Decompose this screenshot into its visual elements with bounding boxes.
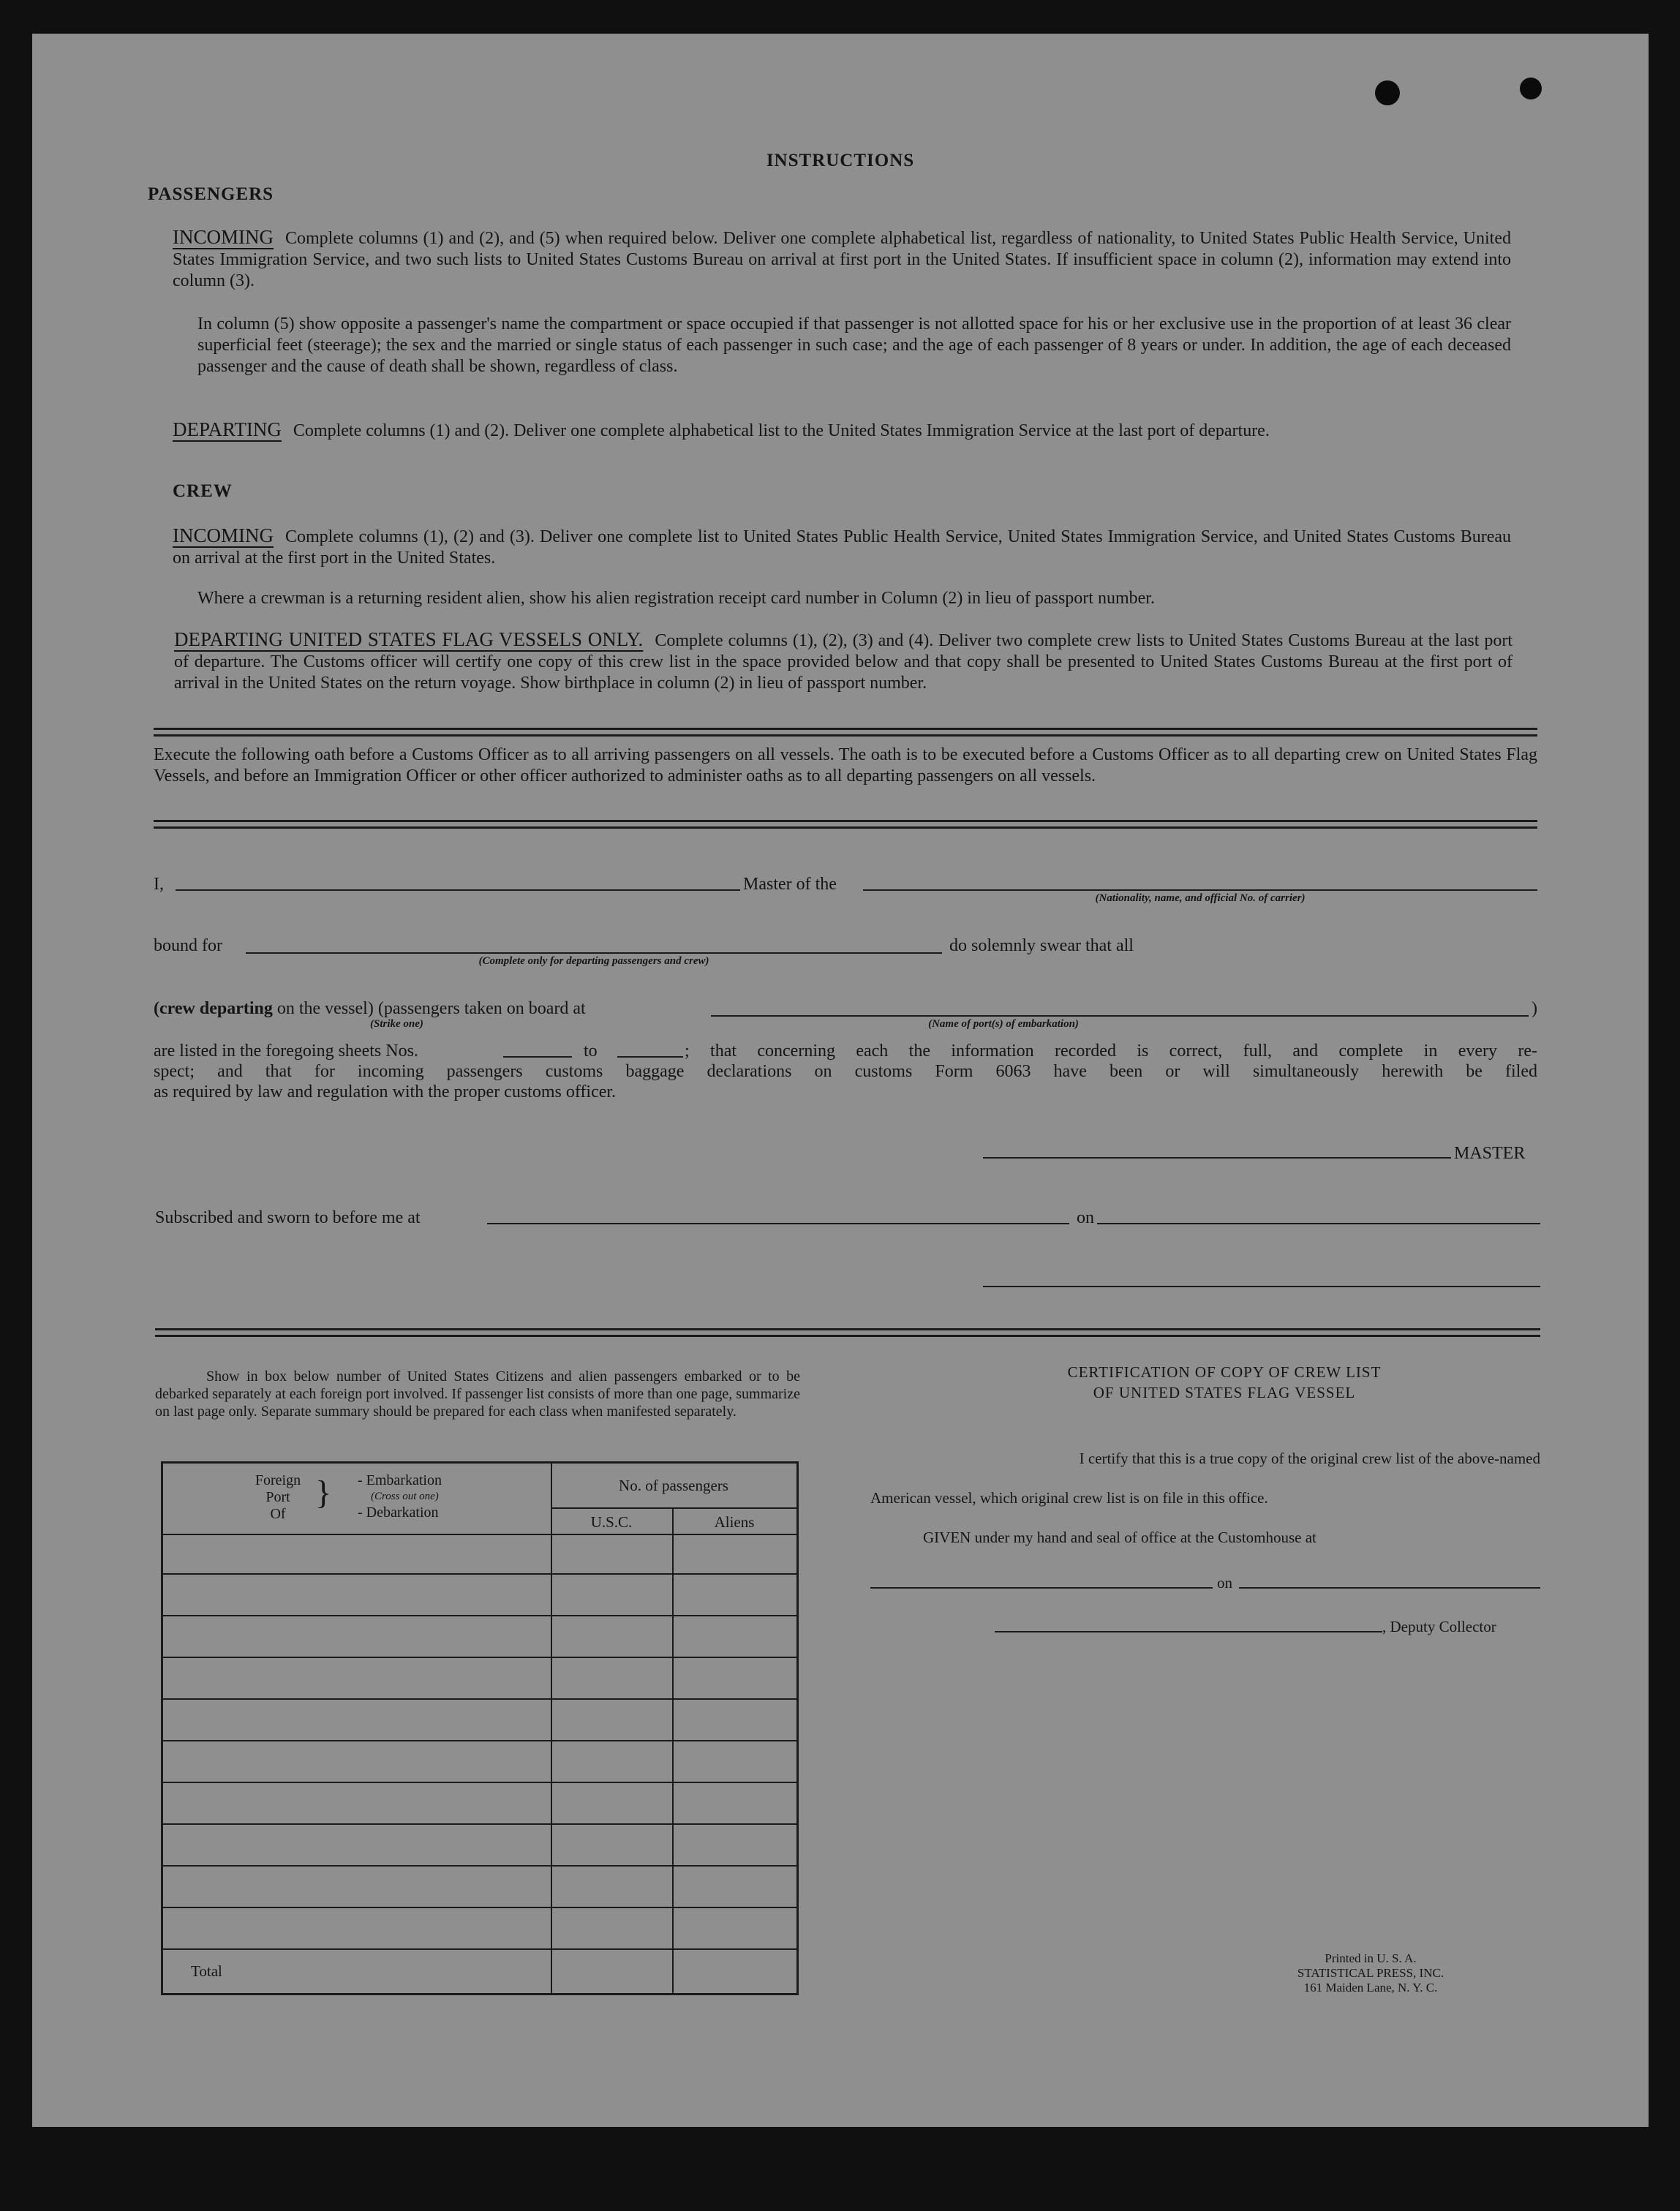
crew-departing-paragraph [174,629,1513,694]
passengers-column5-paragraph: In column (5) show opposite a passenger's name the compartment or space occupied if that passenger is not allotted space for his or her exclusive use in the proportion of at least 36 clear superficial feet (steerage); the sex and the married or single status of each passenger in such case; and the age of each passenger of 8 years or under. In addition, the age of each deceased passenger and the cause of death shall be shown, regardless of class. [197,314,1511,376]
crew-heading: CREW [173,481,233,501]
section-divider [155,1328,1540,1337]
master-label: MASTER [1454,1144,1526,1163]
bound-for-label: bound for [154,936,222,955]
oath-i-label: I, [154,875,164,894]
swear-label: do solemnly swear that all [949,936,1134,955]
master-name-field[interactable] [176,889,740,891]
subscribed-label: Subscribed and sworn to before me at [155,1208,421,1227]
total-label: Total [191,1962,222,1980]
certify-line-2: American vessel, which original crew list is on file in this office. [870,1489,1268,1507]
listed-text-3: as required by law and regulation with the proper customs officer. [154,1082,617,1101]
passengers-departing-label: DEPARTING [173,418,282,440]
crew-incoming-text: Complete columns (1), (2) and (3). Deliver one complete list to United States Public Health Service, United States Immigration Service, and United States Customs Bureau on arrival at the first port in the United States. [173,527,1511,568]
passengers-departing-paragraph [173,419,1511,442]
master-signature-field[interactable] [983,1157,1451,1159]
header-brace: } [315,1474,332,1511]
carrier-field[interactable] [863,889,1537,891]
sheets-to-label: to [584,1042,598,1061]
passengers-incoming-label: INCOMING [173,226,274,248]
officer-signature-field[interactable] [983,1286,1540,1287]
certification-heading-2: OF UNITED STATES FLAG VESSEL [1093,1384,1356,1401]
usc-header: U.S.C. [590,1513,633,1531]
certify-line-1: I certify that this is a true copy of the original crew list of the above-named [1079,1450,1540,1467]
debarkation-label: - Debarkation [358,1504,439,1521]
passenger-summary-table [161,1461,799,1995]
printer-imprint [1268,1951,1473,1995]
carrier-caption: (Nationality, name, and official No. of carrier) [1095,892,1306,904]
crew-departing-text: Complete columns (1), (2), (3) and (4). Deliver two complete crew lists to United States Customs Bureau at the last port of departure. The Customs officer will certify one copy of this crew list in the space provided below and that copy shall be presented to United States Customs Bureau at the first port of arrival in the United States on the return voyage. Show birthplace in column (2) in lieu of passport number. [174,631,1513,693]
master-of-the-label: Master of the [743,875,837,894]
sheets-label: are listed in the foregoing sheets Nos. [154,1042,418,1061]
certification-heading [903,1362,1546,1403]
form-page [32,34,1649,2127]
crew-resident-paragraph: Where a crewman is a returning resident alien, show his alien registration receipt card number in Column (2) in lieu of passport number. [197,589,1155,608]
section-divider [154,820,1537,829]
certify-on-label: on [1217,1574,1232,1592]
crew-departing-label: DEPARTING UNITED STATES FLAG VESSELS ONLY. [174,628,644,650]
cross-out-label: (Cross out one) [371,1491,439,1502]
on-the-vessel-label: on the vessel) [276,999,374,1018]
punch-hole-left [1375,80,1400,105]
col-of: Of [270,1506,286,1522]
embarkation-ports-field[interactable] [711,1015,1529,1017]
summary-instructions: Show in box below number of United States Citizens and alien passengers embarked or to be debarked separately at each foreign port involved. If passenger list consists of more than one page, summarize on last page only. Separate summary should be prepared for each class when manifested separately. [155,1368,800,1420]
sheet-from-field[interactable] [503,1056,572,1058]
col-foreign: Foreign [255,1472,301,1488]
customhouse-field[interactable] [870,1587,1213,1589]
crew-passenger-line [154,999,586,1019]
ports-caption: (Name of port(s) of embarkation) [928,1018,1079,1030]
oath-instructions: Execute the following oath before a Customs Officer as to all arriving passengers on all vessels. The oath is to be executed before a Customs Officer as to all departing crew on United States Flag Vessels, and before an Immigration Officer or other officer authorized to administer oaths as to all departing passengers on all vessels. [154,745,1537,786]
passengers-incoming-text: Complete columns (1) and (2), and (5) when required below. Deliver one complete alphabetical list, regardless of nationality, to United States Public Health Service, United States Immigration Service, and two such lists to United States Customs Bureau on arrival at first port in the United States. If insufficient space in column (2), information may extend into column (3). [173,229,1511,290]
bound-for-caption: (Complete only for departing passengers and crew) [478,955,709,967]
passengers-incoming-paragraph [173,227,1511,292]
certification-heading-1: CERTIFICATION OF COPY OF CREW LIST [1067,1363,1382,1381]
listed-text-2: spect; and that for incoming passengers customs baggage declarations on customs Form 6063 have been or will simultaneously herewith be filed [154,1062,1537,1081]
passengers-taken-label: (passengers taken on board at [377,999,586,1018]
no-passengers-header: No. of passengers [619,1477,728,1494]
punch-hole-right [1520,78,1542,99]
passengers-heading: PASSENGERS [148,184,274,204]
page-title: INSTRUCTIONS [766,151,915,170]
deputy-signature-field[interactable] [995,1631,1382,1632]
crew-incoming-label: INCOMING [173,524,274,546]
subscribed-date-field[interactable] [1097,1223,1540,1224]
col-port: Port [265,1489,290,1505]
deputy-collector-label: , Deputy Collector [1382,1618,1496,1635]
close-paren: ) [1532,999,1537,1018]
printer-line-3: 161 Maiden Lane, N. Y. C. [1303,1981,1438,1995]
subscribed-on-label: on [1077,1208,1094,1227]
printer-line-2: STATISTICAL PRESS, INC. [1297,1966,1444,1980]
aliens-header: Aliens [714,1513,755,1531]
printer-line-1: Printed in U. S. A. [1325,1951,1417,1965]
crew-incoming-paragraph [173,525,1511,569]
bound-for-field[interactable] [246,952,942,954]
embarkation-label: - Embarkation [358,1472,442,1488]
certify-date-field[interactable] [1239,1587,1540,1589]
foreign-port-header [245,1472,311,1523]
sheet-to-field[interactable] [617,1056,683,1058]
passengers-departing-text: Complete columns (1) and (2). Deliver one complete alphabetical list to the United States Immigration Service at the last port of departure. [293,421,1270,440]
embark-debark-header [358,1472,442,1521]
listed-text-1: ; that concerning each the information recorded is correct, full, and complete in every re- [685,1042,1537,1061]
section-divider [154,728,1537,737]
strike-one-caption: (Strike one) [370,1018,423,1030]
crew-departing-label: (crew departing [154,999,273,1018]
certify-line-3: GIVEN under my hand and seal of office at the Customhouse at [923,1529,1316,1546]
subscribed-place-field[interactable] [487,1223,1069,1224]
